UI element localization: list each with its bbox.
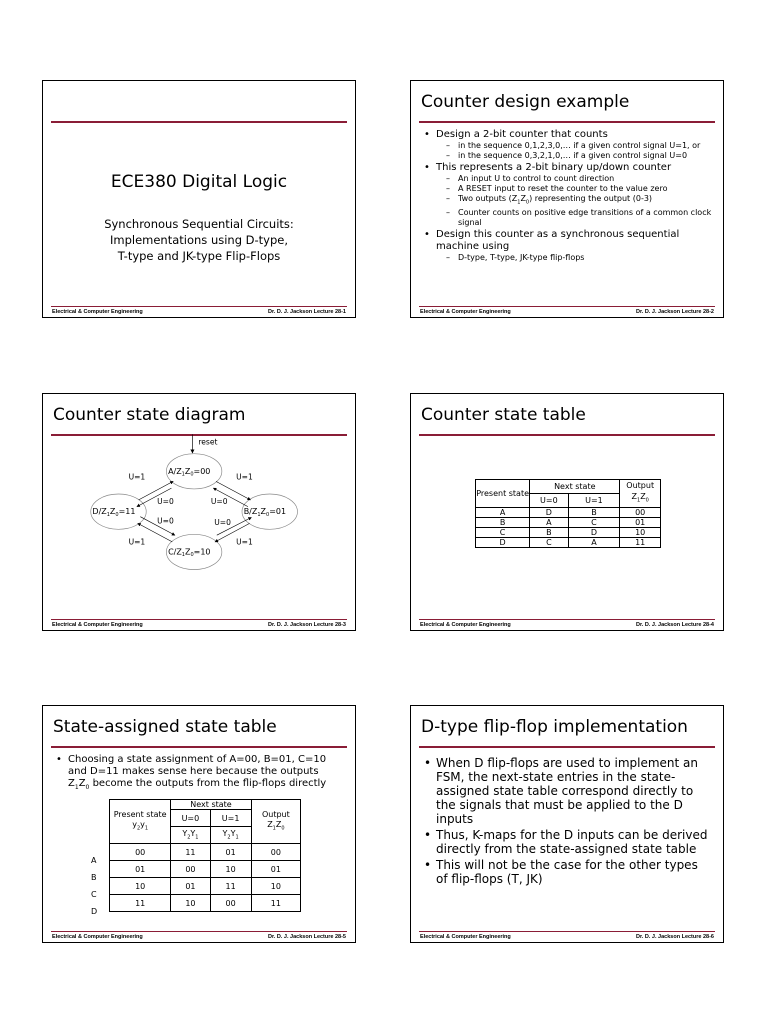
table-cell: 10	[620, 527, 661, 537]
table-row	[476, 517, 661, 527]
label-u1: U=1	[236, 472, 253, 482]
subtitle-line-1: Synchronous Sequential Circuits:	[104, 217, 294, 231]
footer-lecture: Dr. D. J. Jackson Lecture 28-6	[636, 934, 714, 940]
bullet: • Design this counter as a synchronous sequential machine using – D-type, T-type, JK-type flip-flops	[423, 229, 715, 263]
slide-body	[423, 129, 715, 264]
footer-lecture: Dr. D. J. Jackson Lecture 28-1	[268, 309, 346, 315]
lecture-subtitle	[43, 216, 355, 264]
header-next-state: Next state	[530, 480, 620, 494]
subtitle-line-3: T-type and JK-type Flip-Flops	[117, 249, 281, 263]
sub-bullet: – in the sequence 0,1,2,3,0,… if a given control signal U=1, or	[436, 141, 715, 151]
bullet: • This will not be the case for the other types of flip-flops (T, JK)	[423, 858, 709, 886]
header-u1: U=1	[210, 810, 251, 827]
bullet: • Thus, K-maps for the D inputs can be derived directly from the state-assigned state table	[423, 828, 709, 856]
footer-department: Electrical & Computer Engineering	[52, 934, 143, 940]
state-d-label: $D/Z_1Z_0=11$	[92, 507, 136, 518]
table-cell: 01	[620, 517, 661, 527]
footer-rule	[419, 306, 715, 307]
table-row	[476, 527, 661, 537]
table-cell: C	[476, 527, 530, 537]
footer-rule	[419, 619, 715, 620]
table-cell: B	[476, 517, 530, 527]
bullet: • When D flip-flops are used to implement an FSM, the next-state entries in the state-assigned state table correspond directly to the signals that must be applied to the D inputs	[423, 756, 709, 826]
header-output: Output $Z_1Z_0$	[620, 480, 661, 508]
table-cell: 11	[620, 537, 661, 547]
title-rule	[419, 434, 715, 436]
header-present-state: Present state $y_2y_1$	[110, 800, 171, 844]
slide-1	[42, 80, 356, 318]
table-cell: B	[530, 527, 568, 537]
table-cell: A	[568, 537, 620, 547]
slide-5	[42, 705, 356, 943]
table-cell: 00	[210, 895, 251, 912]
footer-rule	[51, 306, 347, 307]
sub-bullet: – D-type, T-type, JK-type flip-flops	[436, 253, 715, 263]
table-cell: D	[530, 507, 568, 517]
slide-3	[42, 393, 356, 631]
footer-department: Electrical & Computer Engineering	[420, 309, 511, 315]
label-u1: U=1	[236, 537, 253, 547]
table-cell: 11	[251, 895, 300, 912]
slide-title: D-type flip-flop implementation	[421, 717, 688, 737]
sub-bullet: – An input U to control to count direction	[436, 174, 715, 184]
header-next-state: Next state	[171, 800, 251, 810]
table-cell: C	[530, 537, 568, 547]
slide-6	[410, 705, 724, 943]
state-a-label: $A/Z_1Z_0=00$	[168, 466, 211, 478]
header-u1: U=1	[568, 493, 620, 507]
label-u0: U=0	[157, 497, 174, 507]
footer-department: Electrical & Computer Engineering	[52, 622, 143, 628]
slide-4	[410, 393, 724, 631]
state-table	[475, 479, 661, 548]
title-rule	[51, 746, 347, 748]
subtitle-line-2: Implementations using D-type,	[109, 233, 289, 247]
table-cell: D	[568, 527, 620, 537]
label-u0: U=0	[214, 518, 231, 528]
course-title: ECE380 Digital Logic	[110, 172, 288, 192]
sub-bullet: – Counter counts on positive edge transitions of a common clock signal	[436, 208, 715, 228]
header-u0: U=0	[171, 810, 210, 827]
table-cell: A	[530, 517, 568, 527]
table-cell: 00	[620, 507, 661, 517]
label-u1: U=1	[128, 537, 146, 547]
footer-department: Electrical & Computer Engineering	[52, 309, 143, 315]
table-row	[110, 861, 301, 878]
table-cell: $Y_2Y_1$	[171, 827, 210, 844]
state-diagram	[43, 394, 357, 594]
row-labels: A B C D	[91, 856, 98, 916]
slide-2	[410, 80, 724, 318]
table-cell: 10	[110, 878, 171, 895]
footer-lecture: Dr. D. J. Jackson Lecture 28-4	[636, 622, 714, 628]
footer-rule	[51, 619, 347, 620]
reset-label: reset	[198, 437, 218, 447]
sub-bullet: – Two outputs $(Z_1Z_0)$ representing the output (0-3)	[436, 194, 715, 208]
table-cell: 11	[171, 844, 210, 861]
state-b-label: $B/Z_1Z_0=01$	[243, 507, 287, 518]
slide-body	[423, 756, 709, 888]
table-cell: 11	[210, 878, 251, 895]
bullet: • This represents a 2-bit binary up/down counter – An input U to control to count direction – A RESET input to reset the counter to the value zero – Two outputs $(Z_1Z_0)$ representing the output (0-3) – Counter counts on positive edge transitions of a common clock signal	[423, 162, 715, 228]
bullet: • Choosing a state assignment of A=00, B=01, C=10 and D=11 makes sense here because the outputs $Z_1Z_0$ become the outputs from the flip-flops directly	[55, 754, 347, 794]
header-output: Output $Z_1Z_0$	[251, 800, 300, 844]
slide-title: Counter state table	[421, 405, 586, 425]
table-cell: 01	[110, 861, 171, 878]
label-u1: U=1	[128, 472, 146, 482]
table-row	[110, 878, 301, 895]
footer-lecture: Dr. D. J. Jackson Lecture 28-3	[268, 622, 346, 628]
state-assigned-table	[109, 799, 301, 912]
table-cell: C	[568, 517, 620, 527]
table-cell: A	[476, 507, 530, 517]
sub-bullet: – in the sequence 0,3,2,1,0,… if a given control signal U=0	[436, 151, 715, 161]
slide-body	[55, 754, 347, 795]
table-cell: 00	[171, 861, 210, 878]
table-cell: 11	[110, 895, 171, 912]
table-cell: 01	[171, 878, 210, 895]
title-rule	[419, 121, 715, 123]
table-row	[476, 507, 661, 517]
table-cell: $Y_2Y_1$	[210, 827, 251, 844]
table-cell: 01	[210, 844, 251, 861]
slide-title: Counter design example	[421, 92, 630, 112]
table-cell: 00	[251, 844, 300, 861]
footer-lecture: Dr. D. J. Jackson Lecture 28-5	[268, 934, 346, 940]
label-u0: U=0	[157, 516, 174, 526]
table-cell: 10	[251, 878, 300, 895]
table-cell: 00	[110, 844, 171, 861]
table-row	[476, 537, 661, 547]
state-c-label: $C/Z_1Z_0=10$	[168, 547, 211, 559]
table-cell: 10	[171, 895, 210, 912]
header-present-state: Present state	[476, 480, 530, 508]
slide-title: State-assigned state table	[53, 717, 277, 737]
table-row	[110, 844, 301, 861]
title-rule	[51, 121, 347, 123]
header-u0: U=0	[530, 493, 568, 507]
table-cell: 10	[210, 861, 251, 878]
table-cell: B	[568, 507, 620, 517]
bullet: • Design a 2-bit counter that counts – in the sequence 0,1,2,3,0,… if a given control signal U=1, or – in the sequence 0,3,2,1,0,… if a given control signal U=0	[423, 129, 715, 161]
table-row	[110, 895, 301, 912]
footer-department: Electrical & Computer Engineering	[420, 622, 511, 628]
title-rule	[419, 746, 715, 748]
table-cell: 01	[251, 861, 300, 878]
footer-department: Electrical & Computer Engineering	[420, 934, 511, 940]
footer-rule	[51, 931, 347, 932]
footer-lecture: Dr. D. J. Jackson Lecture 28-2	[636, 309, 714, 315]
footer-rule	[419, 931, 715, 932]
sub-bullet: – A RESET input to reset the counter to the value zero	[436, 184, 715, 194]
table-cell: D	[476, 537, 530, 547]
slide-title: Counter state diagram	[53, 405, 246, 425]
label-u0: U=0	[210, 497, 228, 507]
